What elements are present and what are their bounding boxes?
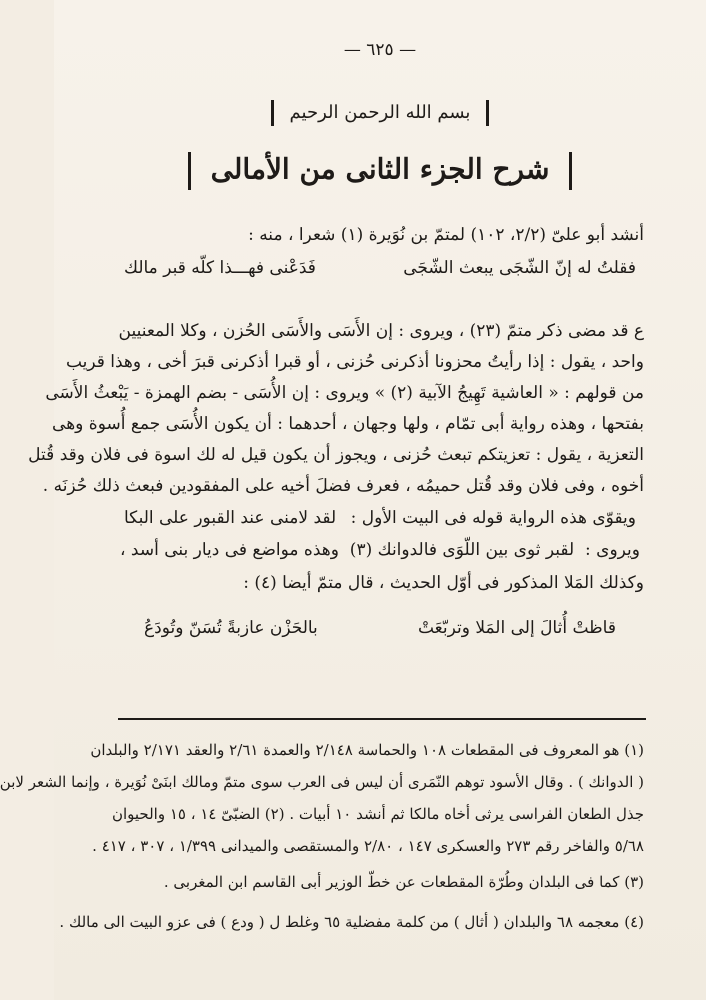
footnote-divider (118, 718, 646, 720)
verse-hemistich-first: قاظتْ أُثالَ إلى المَلا وتربّعَتْ (417, 618, 616, 638)
verse-intro: ويروى : (585, 540, 640, 560)
verse-hemistich-second: فَدَعْنى فهـــذا كلّه قبر مالك (124, 258, 316, 278)
body-line: أنشد أبو علىّ (٢/٢، ١٠٢) لمتمّ بن نُوَيرة (١) شعرا ، منه : (248, 225, 644, 245)
body-line: بفتحها ، وهذه رواية أبى تمّام ، ولها وجهان ، أحدهما : أن يكون الأُسَى جمع أُسوة وهى (52, 414, 644, 434)
verse-line (124, 258, 636, 278)
verse-line (124, 508, 636, 528)
bracket-right (569, 152, 572, 190)
footnote-line: ( الدوانك ) . وقال الأسود توهم النّمَرى أن ليس فى العرب سوى متمّ ومالك ابنَىْ نُوَيرة ، وإنما الشعر لابن (0, 773, 644, 791)
page-number: — ٦٢٥ — (343, 40, 417, 60)
verse-hemistich-second: وهذه مواضع فى ديار بنى أسد ، (120, 540, 339, 560)
body-line: التعزية ، يقول : تعزيتكم تبعث حُزنى ، ويجوز أن يكون قيل له لك اسوة فى فلان وقد قُتل (28, 445, 644, 465)
bracket-right (486, 100, 489, 126)
body-line: واحد ، يقول : إذا رأيتُ محزونا أذكرنى حُزنى ، أو قبرا أذكرنى قبرَ أخى ، وهذا قريب (65, 352, 644, 372)
verse-intro: ويقوّى هذه الرواية قوله فى البيت الأول : (350, 508, 636, 528)
body-line: وكذلك المَلا المذكور فى أوّل الحديث ، قال متمّ أيضا (٤) : (243, 573, 644, 593)
verse-hemistich-second: لقد لامنى عند القبور على البكا (124, 508, 337, 528)
footnote-line: (٣) كما فى البلدان وطُرّة المقطعات عن خطّ الوزير أبى القاسم ابن المغربى . (163, 873, 644, 891)
footnote-line: (١) هو المعروف فى المقطعات ١٠٨ والحماسة ٢/١٤٨ والعمدة ٢/٦١ والعقد ٢/١٧١ والبلدان (90, 741, 644, 759)
body-line: أخوه ، وفى فلان وقد قُتل حميمُه ، فعرف فضلَ أخيه على المفقودين فبعث ذلك حُزنَه . (42, 476, 644, 496)
verse-hemistich-second: بالحَزْن عازبةً تُسَنّ وتُودَعُ (144, 618, 318, 638)
footnote-line: جذل الطعان الفراسى يرثى أخاه مالكا ثم أنشد ١٠ أبيات . (٢) الضبّىّ ١٤ ، ١٥ والحيوان (111, 805, 644, 823)
verse-line (120, 540, 640, 560)
footnote-line: ٥/٦٨ والفاخر رقم ٢٧٣ والعسكرى ١٤٧ ، ٢/٨٠ والمستقصى والميدانى ١/٣٩٩ ، ٣٠٧ ، ٤١٧ . (92, 837, 644, 855)
bracket-left (271, 100, 274, 126)
basmala-heading (54, 100, 706, 126)
bracket-left (188, 152, 191, 190)
verse-hemistich-first: فقلتُ له إنّ الشّجَى يبعث الشّجَى (403, 258, 636, 278)
body-line: ع قد مضى ذكر متمّ (٢٣) ، ويروى : إن الأَسَى والأَسَى الحُزن ، وكلا المعنيين (118, 321, 644, 341)
chapter-title (54, 152, 706, 190)
footnote-line: (٤) معجمه ٦٨ والبلدان ( أثال ) من كلمة مفضلية ٦٥ وغلط ل ( ودع ) فى عزو البيت الى مالك . (59, 913, 644, 931)
body-line: من قولهم : « العاشية تَهِيجُ الآبية (٢) » ويروى : إن الأُسَى - بضم الهمزة - يَبْعثُ الأَسَى (45, 383, 644, 403)
verse-line (144, 618, 616, 638)
basmala-text: بسم الله الرحمن الرحيم (289, 102, 471, 123)
chapter-title-text: شرح الجزء الثانى من الأمالى (210, 152, 550, 186)
verse-hemistich-first: لقبر ثوى بين اللّوَى فالدوانك (٣) (349, 540, 575, 560)
